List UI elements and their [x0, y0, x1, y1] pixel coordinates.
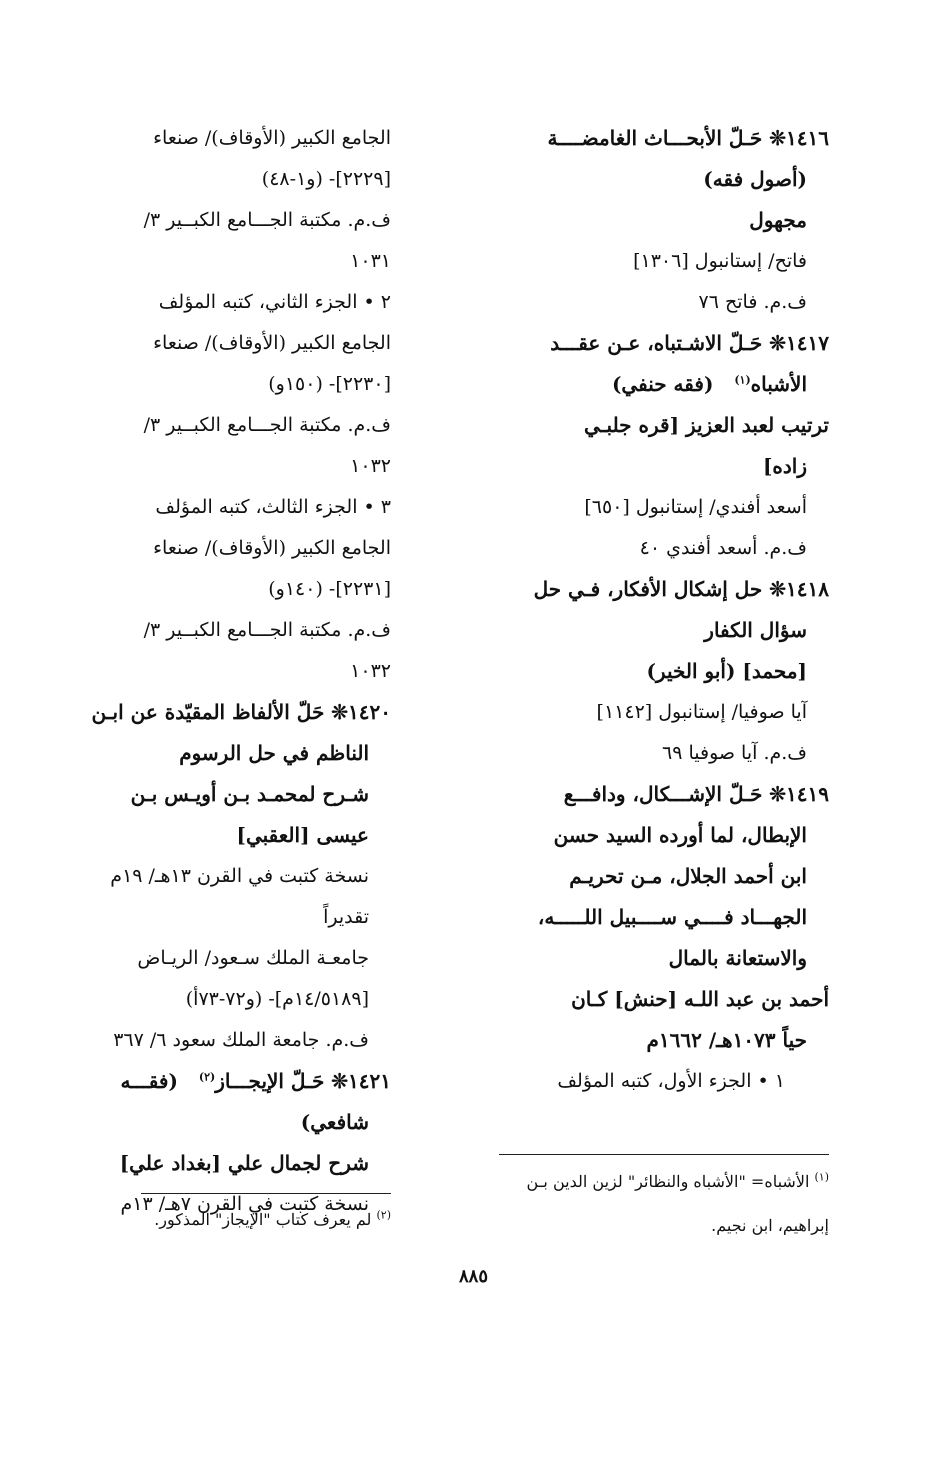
right-column-line [501, 446, 829, 487]
left-column-line [63, 200, 391, 241]
left-column-line [63, 815, 391, 856]
right-column-line-text: [محمد] (أبو الخير) [646, 659, 807, 683]
right-column-line [501, 569, 829, 610]
left-column-line-subject: (فقـــه [120, 1069, 199, 1093]
left-column-line-text: ٢ • الجزء الثاني، كتبه المؤلف [158, 291, 391, 313]
footnote-2 [63, 1198, 391, 1242]
right-column-line-text: ١٤١٧❊ حَـلّ الاشـتباه، عـن عقـــد [550, 331, 829, 355]
footnote-1-marker: (١) [814, 1170, 829, 1184]
left-column-line-text: [٢٢٣١]- (١٤٠و) [268, 578, 391, 600]
left-column-line-text: جامعـة الملك سـعود/ الريـاض [137, 947, 369, 969]
right-column-line [501, 733, 829, 774]
left-column-line-text: نسخة كتبت في القرن ١٣هـ/ ١٩م [110, 865, 369, 887]
footnote-rule-right [499, 1154, 829, 1155]
left-column-line [63, 159, 391, 200]
right-column-line [501, 938, 829, 979]
left-column-line-text: عيسى [العقبي] [236, 823, 369, 847]
right-column-line [501, 364, 829, 405]
left-column-line-text: ١٤٢١❊ حَـلّ الإيجـــاز [215, 1069, 391, 1093]
right-column-line-text: الإبطال، لما أورده السيد حسن [553, 823, 807, 847]
footnote-reference: (١) [734, 373, 751, 387]
left-column-line [63, 118, 391, 159]
left-column-line [63, 364, 391, 405]
left-column-line-text: الناظم في حل الرسوم [179, 741, 369, 765]
right-column-line [501, 897, 829, 938]
left-column-line-text: ف.م. جامعة الملك سعود ٦/ ٣٦٧ [113, 1029, 369, 1051]
right-column-line [501, 856, 829, 897]
left-column-line [63, 610, 391, 651]
left-column-line-text: ١٠٣٢ [350, 660, 391, 682]
right-column-line [501, 487, 829, 528]
left-column-line-text: ١٤٢٠❊ حَلّ الألفاظ المقيّدة عن ابـن [91, 700, 391, 724]
right-column-line-text: ابن أحمد الجلال، مـن تحريـم [569, 864, 807, 888]
right-column-line [501, 405, 829, 446]
footnote-reference: (٢) [198, 1070, 216, 1084]
left-column-line-text: [٢٢٢٩]- (و١-٤٨) [261, 168, 391, 190]
right-column-line-text: أحمد بن عبد اللـه [حنش] كـان [571, 987, 829, 1011]
left-column-line [63, 569, 391, 610]
left-column-line [63, 938, 391, 979]
right-column-line [501, 979, 829, 1020]
left-column-line [63, 1143, 391, 1184]
left-column-line-text: شرح لجمال علي [بغداد علي] [119, 1151, 369, 1175]
left-column-line-text: ف.م. مكتبة الجـــامع الكبــير ٣/ [143, 414, 391, 436]
right-column-line [501, 200, 829, 241]
right-column-line-text: ١٤١٦❊ حَـلّ الأبحـــاث الغامضــــة [547, 126, 829, 150]
left-column-line [63, 733, 391, 774]
left-column-line-text: تقديراً [323, 906, 369, 928]
footnote-1 [499, 1160, 829, 1248]
right-column-line-text: فاتح/ إستانبول [١٣٠٦] [633, 250, 807, 272]
left-column-line [63, 1020, 391, 1061]
right-column-line-text: ف.م. فاتح ٧٦ [698, 291, 807, 313]
left-column-line [63, 692, 391, 733]
right-column-line [501, 651, 829, 692]
footnote-1-line-2: إبراهيم، ابن نجيم. [711, 1216, 829, 1235]
left-column-line [63, 774, 391, 815]
footnote-2-marker: (٢) [376, 1208, 391, 1222]
left-column-line-text: ١٠٣٢ [350, 455, 391, 477]
left-column-line [63, 979, 391, 1020]
left-column-line-text: الجامع الكبير (الأوقاف)/ صنعاء [153, 332, 391, 354]
left-column-line [63, 1102, 391, 1143]
right-column-line-text: ١٤١٩❊ حَـلّ الإشـــكال، ودافـــع [563, 782, 829, 806]
right-column-line [501, 159, 829, 200]
left-column-line-text: ٣ • الجزء الثالث، كتبه المؤلف [155, 496, 391, 518]
right-column-line-text: زاده] [762, 454, 807, 478]
left-column-line [63, 856, 391, 897]
right-column-line-text: أسعد أفندي/ إستانبول [٦٥٠] [584, 496, 807, 518]
left-column-line-text: الجامع الكبير (الأوقاف)/ صنعاء [153, 127, 391, 149]
right-column-line-text: الأشباه [750, 372, 807, 396]
left-column-line [63, 405, 391, 446]
left-column-line-text: [١٤/٥١٨٩م]- (و٧٢-٧٣أ) [185, 988, 369, 1010]
footnote-rule-left [141, 1193, 391, 1194]
left-column-line [63, 282, 391, 323]
right-column-line-text: مجهول [749, 208, 807, 232]
left-column-line-text: الجامع الكبير (الأوقاف)/ صنعاء [153, 537, 391, 559]
right-column-line-text: ١ • الجزء الأول، كتبه المؤلف [557, 1070, 785, 1092]
right-column-line-text: حياً ١٠٧٣هـ/ ١٦٦٢م [646, 1028, 807, 1052]
footnote-2-text: لم يعرف كتاب "الإيجاز" المذكور. [154, 1210, 372, 1229]
right-column-line-subject: (فقه حنفي) [611, 372, 735, 396]
right-column-line-text: ١٤١٨❊ حل إشكال الأفكار، فـي حل [533, 577, 829, 601]
right-column-line [501, 1061, 829, 1102]
left-column-line [63, 323, 391, 364]
page-number: ٨٨٥ [458, 1266, 488, 1287]
left-column-line-text: [٢٢٣٠]- (١٥٠و) [268, 373, 391, 395]
right-column-line [501, 610, 829, 651]
right-column-line-text: سؤال الكفار [704, 618, 807, 642]
left-column-line-text: ف.م. مكتبة الجـــامع الكبــير ٣/ [143, 209, 391, 231]
right-column-line-text: الجهـــاد فــــي ســــبيل اللـــــه، [537, 905, 807, 929]
right-column-line-text: (أصول فقه) [703, 167, 807, 191]
right-column-line [501, 1020, 829, 1061]
left-column-line [63, 897, 391, 938]
left-column-line-text: شافعي) [300, 1110, 369, 1134]
left-column-line [63, 1061, 391, 1102]
left-column [63, 118, 391, 1225]
left-column-line-text: نسخة كتبت في القرن ٧هـ/ ١٣م [120, 1193, 369, 1215]
right-column-line [501, 815, 829, 856]
left-column-line-text: ف.م. مكتبة الجـــامع الكبــير ٣/ [143, 619, 391, 641]
right-column-line-text: ترتيب لعبد العزيز [قره جلبـي [584, 413, 829, 437]
right-column-line [501, 282, 829, 323]
right-column-line [501, 323, 829, 364]
left-column-line [63, 241, 391, 282]
right-column-line [501, 118, 829, 159]
right-column-line [501, 774, 829, 815]
right-column-line-text: ف.م. أسعد أفندي ٤٠ [639, 537, 807, 559]
right-column-line-text: ف.م. آيا صوفيا ٦٩ [662, 742, 807, 764]
left-column-line [63, 651, 391, 692]
left-column-line [63, 528, 391, 569]
footnote-1-line-1: الأشباه= "الأشباه والنظائر" لزين الدين بـن [526, 1172, 810, 1191]
left-column-line [63, 487, 391, 528]
right-column-line [501, 692, 829, 733]
right-column [501, 118, 829, 1102]
left-column-line-text: شـرح لمحمـد بـن أويـس بـن [130, 782, 369, 806]
right-column-line [501, 528, 829, 569]
right-column-line-text: آيا صوفيا/ إستانبول [١١٤٢] [596, 701, 807, 723]
left-column-line [63, 446, 391, 487]
right-column-line-text: والاستعانة بالمال [668, 946, 807, 970]
left-column-line-text: ١٠٣١ [350, 250, 391, 272]
right-column-line [501, 241, 829, 282]
